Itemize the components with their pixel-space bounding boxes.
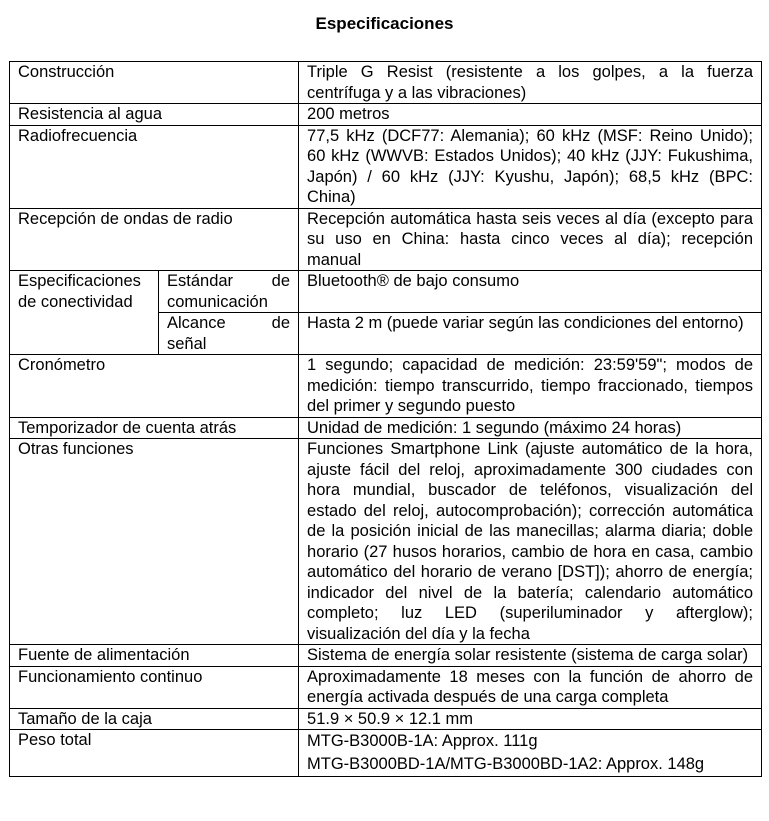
row-value: 77,5 kHz (DCF77: Alemania); 60 kHz (MSF: Reino Unido); 60 kHz (WWVB: Estados Unidos); 40 kHz (JJY: Fukushima, Japón) / 60 kHz (JJY: Kyushu, Japón); 68,5 kHz (BPC: China) <box>299 125 762 208</box>
row-value: Recepción automática hasta seis veces al día (excepto para su uso en China: hasta cinco veces al día); recepción manual <box>299 208 762 271</box>
row-label: Resistencia al agua <box>10 104 299 126</box>
row-label: Temporizador de cuenta atrás <box>10 417 299 439</box>
peso-line-2: MTG-B3000BD-1A/MTG-B3000BD-1A2: Approx. 148g <box>307 755 705 773</box>
row-label: Recepción de ondas de radio <box>10 208 299 271</box>
row-value: Hasta 2 m (puede variar según las condiciones del entorno) <box>299 313 762 355</box>
row-value-peso <box>299 730 762 777</box>
table-row-cronometro <box>10 355 762 418</box>
specifications-table <box>9 61 762 777</box>
sub-label-estandar: Estándar de comunicación <box>159 271 299 313</box>
row-label: Funcionamiento continuo <box>10 666 299 708</box>
row-value: Aproximadamente 18 meses con la función de ahorro de energía activada después de una carga completa <box>299 666 762 708</box>
row-label-conectividad: Especificaciones de conectividad <box>10 271 159 355</box>
row-value: Triple G Resist (resistente a los golpes, a la fuerza centrífuga y a las vibraciones) <box>299 62 762 104</box>
page-title: Especificaciones <box>315 14 454 33</box>
table-row-resistencia-agua <box>10 104 762 126</box>
row-value: 1 segundo; capacidad de medición: 23:59'59"; modos de medición: tiempo transcurrido, tiempo fraccionado, tiempos del primer y segundo puesto <box>299 355 762 418</box>
row-value: Bluetooth® de bajo consumo <box>299 271 762 313</box>
row-value: Sistema de energía solar resistente (sistema de carga solar) <box>299 645 762 667</box>
table-row-otras-funciones <box>10 439 762 645</box>
row-label: Fuente de alimentación <box>10 645 299 667</box>
table-row-recepcion <box>10 208 762 271</box>
row-label: Construcción <box>10 62 299 104</box>
row-label: Peso total <box>10 730 299 777</box>
row-value: Unidad de medición: 1 segundo (máximo 24 horas) <box>299 417 762 439</box>
row-value: 51.9 × 50.9 × 12.1 mm <box>299 708 762 730</box>
table-row-conectividad-estandar <box>10 271 762 313</box>
row-label: Tamaño de la caja <box>10 708 299 730</box>
peso-line-1: MTG-B3000B-1A: Approx. 111g <box>307 732 538 750</box>
table-row-temporizador <box>10 417 762 439</box>
table-row-radiofrecuencia <box>10 125 762 208</box>
table-row-construccion <box>10 62 762 104</box>
row-label: Radiofrecuencia <box>10 125 299 208</box>
row-value: Funciones Smartphone Link (ajuste automático de la hora, ajuste fácil del reloj, aproximadamente 300 ciudades con hora mundial, buscador de teléfonos, visualización del estado del reloj, autocomprobación); corrección automática de la posición inicial de las manecillas; alarma diaria; doble horario (27 husos horarios, cambio de hora en casa, cambio automático del horario de verano [DST]); ahorro de energía; indicador del nivel de la batería; calendario automático completo; luz LED (superiluminador y afterglow); visualización del día y la fecha <box>299 439 762 645</box>
row-value: 200 metros <box>299 104 762 126</box>
table-row-fuente <box>10 645 762 667</box>
table-row-funcionamiento <box>10 666 762 708</box>
row-label: Otras funciones <box>10 439 299 645</box>
table-row-peso <box>10 730 762 777</box>
row-label: Cronómetro <box>10 355 299 418</box>
table-row-tamano-caja <box>10 708 762 730</box>
sub-label-alcance: Alcance de señal <box>159 313 299 355</box>
